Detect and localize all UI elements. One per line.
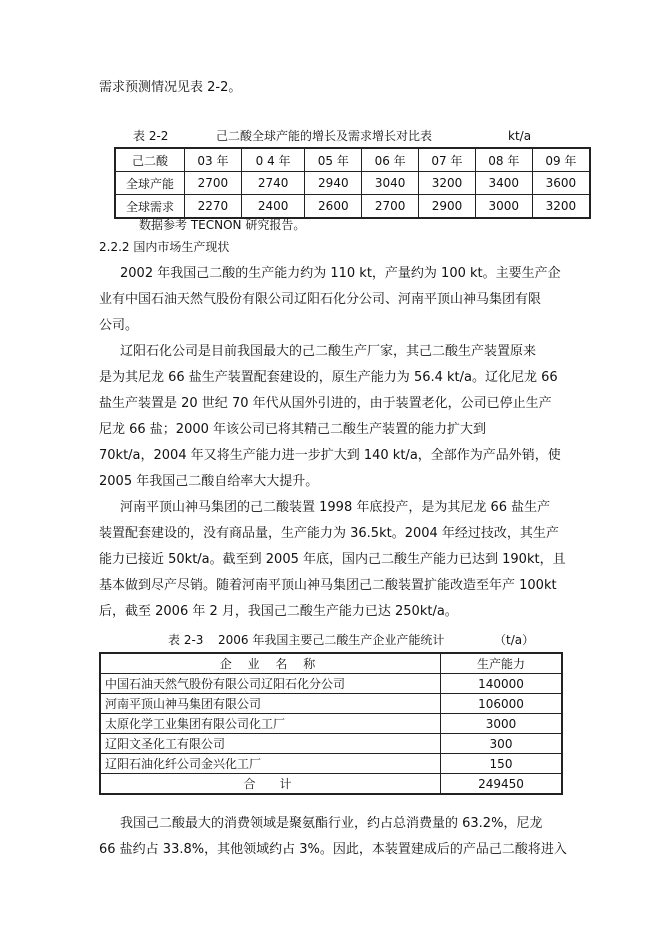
table-total-label: 合 计 <box>100 774 441 795</box>
table-header-cell: 己二酸 <box>115 148 185 172</box>
table-cell: 2700 <box>185 172 242 195</box>
para2-line: 2005 年我国己二酸自给率大大提升。 <box>99 474 319 489</box>
table-cell: 106000 <box>441 694 563 714</box>
table-header-row <box>115 148 590 172</box>
table1-caption-unit: kt/a <box>508 129 532 143</box>
table-cell: 3200 <box>419 172 476 195</box>
para4-line: 我国己二酸最大的消费领域是聚氨酯行业，约占总消费量的 63.2%，尼龙 <box>120 816 543 831</box>
table-header-cell: 生产能力 <box>441 653 563 674</box>
para3-line: 能力已接近 50kt/a。截至到 2005 年底，国内己二酸生产能力已达到 190kt，且 <box>99 552 566 567</box>
para2-line: 辽阳石化公司是目前我国最大的己二酸生产厂家，其己二酸生产装置原来 <box>120 344 537 359</box>
table-header-cell: 03 年 <box>185 148 242 172</box>
para2-line: 盐生产装置是 20 世纪 70 年代从国外引进的，由于装置老化，公司已停止生产 <box>99 396 552 411</box>
table1-caption-title: 己二酸全球产能的增长及需求增长对比表 <box>216 129 433 143</box>
table-row <box>100 754 562 774</box>
table-cell: 3600 <box>532 172 590 195</box>
section-heading: 2.2.2 国内市场生产现状 <box>99 240 230 254</box>
table-cell: 2700 <box>362 195 419 219</box>
para2-line: 尼龙 66 盐；2000 年该公司已将其精己二酸生产装置的能力扩大到 <box>99 422 487 437</box>
para1-line: 2002 年我国己二酸的生产能力约为 110 kt，产量约为 100 kt。主要生产企 <box>120 266 561 281</box>
table2-caption-unit: （t/a） <box>494 633 535 647</box>
table-cell: 中国石油天然气股份有限公司辽阳石化分公司 <box>100 674 441 694</box>
table-cell: 2600 <box>305 195 362 219</box>
para3-line: 基本做到尽产尽销。随着河南平顶山神马集团己二酸装置扩能改造至年产 100kt <box>99 578 557 593</box>
table-cell: 2900 <box>419 195 476 219</box>
table-cell: 3200 <box>532 195 590 219</box>
table-header-cell: 06 年 <box>362 148 419 172</box>
table-cell: 河南平顶山神马集团有限公司 <box>100 694 441 714</box>
table-cell: 2940 <box>305 172 362 195</box>
table-row <box>100 734 562 754</box>
table2-caption-title: 2006 年我国主要己二酸生产企业产能统计 <box>218 633 445 647</box>
table-cell: 2740 <box>241 172 305 195</box>
table-header-cell: 07 年 <box>419 148 476 172</box>
intro-text: 需求预测情况见表 2-2。 <box>99 80 242 95</box>
table-header-cell: 企 业 名 称 <box>100 653 441 674</box>
table-cell: 2400 <box>241 195 305 219</box>
table-cell: 全球产能 <box>115 172 185 195</box>
producer-capacity-table <box>99 652 563 795</box>
capacity-demand-table <box>114 147 591 219</box>
table-row <box>100 694 562 714</box>
para2-line: 70kt/a，2004 年又将生产能力进一步扩大到 140 kt/a，全部作为产品外销，使 <box>99 448 561 463</box>
table-cell: 140000 <box>441 674 563 694</box>
table2-caption-label: 表 2-3 <box>168 633 204 647</box>
table-cell: 全球需求 <box>115 195 185 219</box>
para4-line: 66 盐约占 33.8%，其他领域约占 3%。因此，本装置建成后的产品己二酸将进入 <box>99 842 567 857</box>
para1-line: 业有中国石油天然气股份有限公司辽阳石化分公司、河南平顶山神马集团有限 <box>99 292 542 307</box>
table-cell: 3000 <box>441 714 563 734</box>
table-row <box>115 172 590 195</box>
table-cell: 太原化学工业集团有限公司化工厂 <box>100 714 441 734</box>
para2-line: 是为其尼龙 66 盐生产装置配套建设的，原生产能力为 56.4 kt/a。辽化尼龙 66 <box>99 370 558 385</box>
table-cell: 300 <box>441 734 563 754</box>
para1-line: 公司。 <box>99 318 139 333</box>
table-header-row <box>100 653 562 674</box>
para3-line: 装置配套建设的，没有商品量，生产能力为 36.5kt。2004 年经过技改，其生产 <box>99 526 559 541</box>
table-total-value: 249450 <box>441 774 563 795</box>
para3-line: 河南平顶山神马集团的己二酸装置 1998 年底投产，是为其尼龙 66 盐生产 <box>120 500 551 515</box>
table-header-cell: 0 4 年 <box>241 148 305 172</box>
table-cell: 150 <box>441 754 563 774</box>
table-cell: 3040 <box>362 172 419 195</box>
table-cell: 3000 <box>475 195 532 219</box>
table-row <box>100 674 562 694</box>
table-header-cell: 08 年 <box>475 148 532 172</box>
table-total-row <box>100 774 562 795</box>
table-header-cell: 09 年 <box>532 148 590 172</box>
table1-caption-label: 表 2-2 <box>133 129 169 143</box>
table-cell: 辽阳文圣化工有限公司 <box>100 734 441 754</box>
table1-source-note: 数据参考 TECNON 研究报告。 <box>139 218 306 232</box>
table-cell: 3400 <box>475 172 532 195</box>
table-cell: 2270 <box>185 195 242 219</box>
table-row <box>115 195 590 219</box>
para3-line: 后，截至 2006 年 2 月，我国己二酸生产能力已达 250kt/a。 <box>99 604 458 619</box>
table-header-cell: 05 年 <box>305 148 362 172</box>
table-cell: 辽阳石油化纤公司金兴化工厂 <box>100 754 441 774</box>
table-row <box>100 714 562 734</box>
